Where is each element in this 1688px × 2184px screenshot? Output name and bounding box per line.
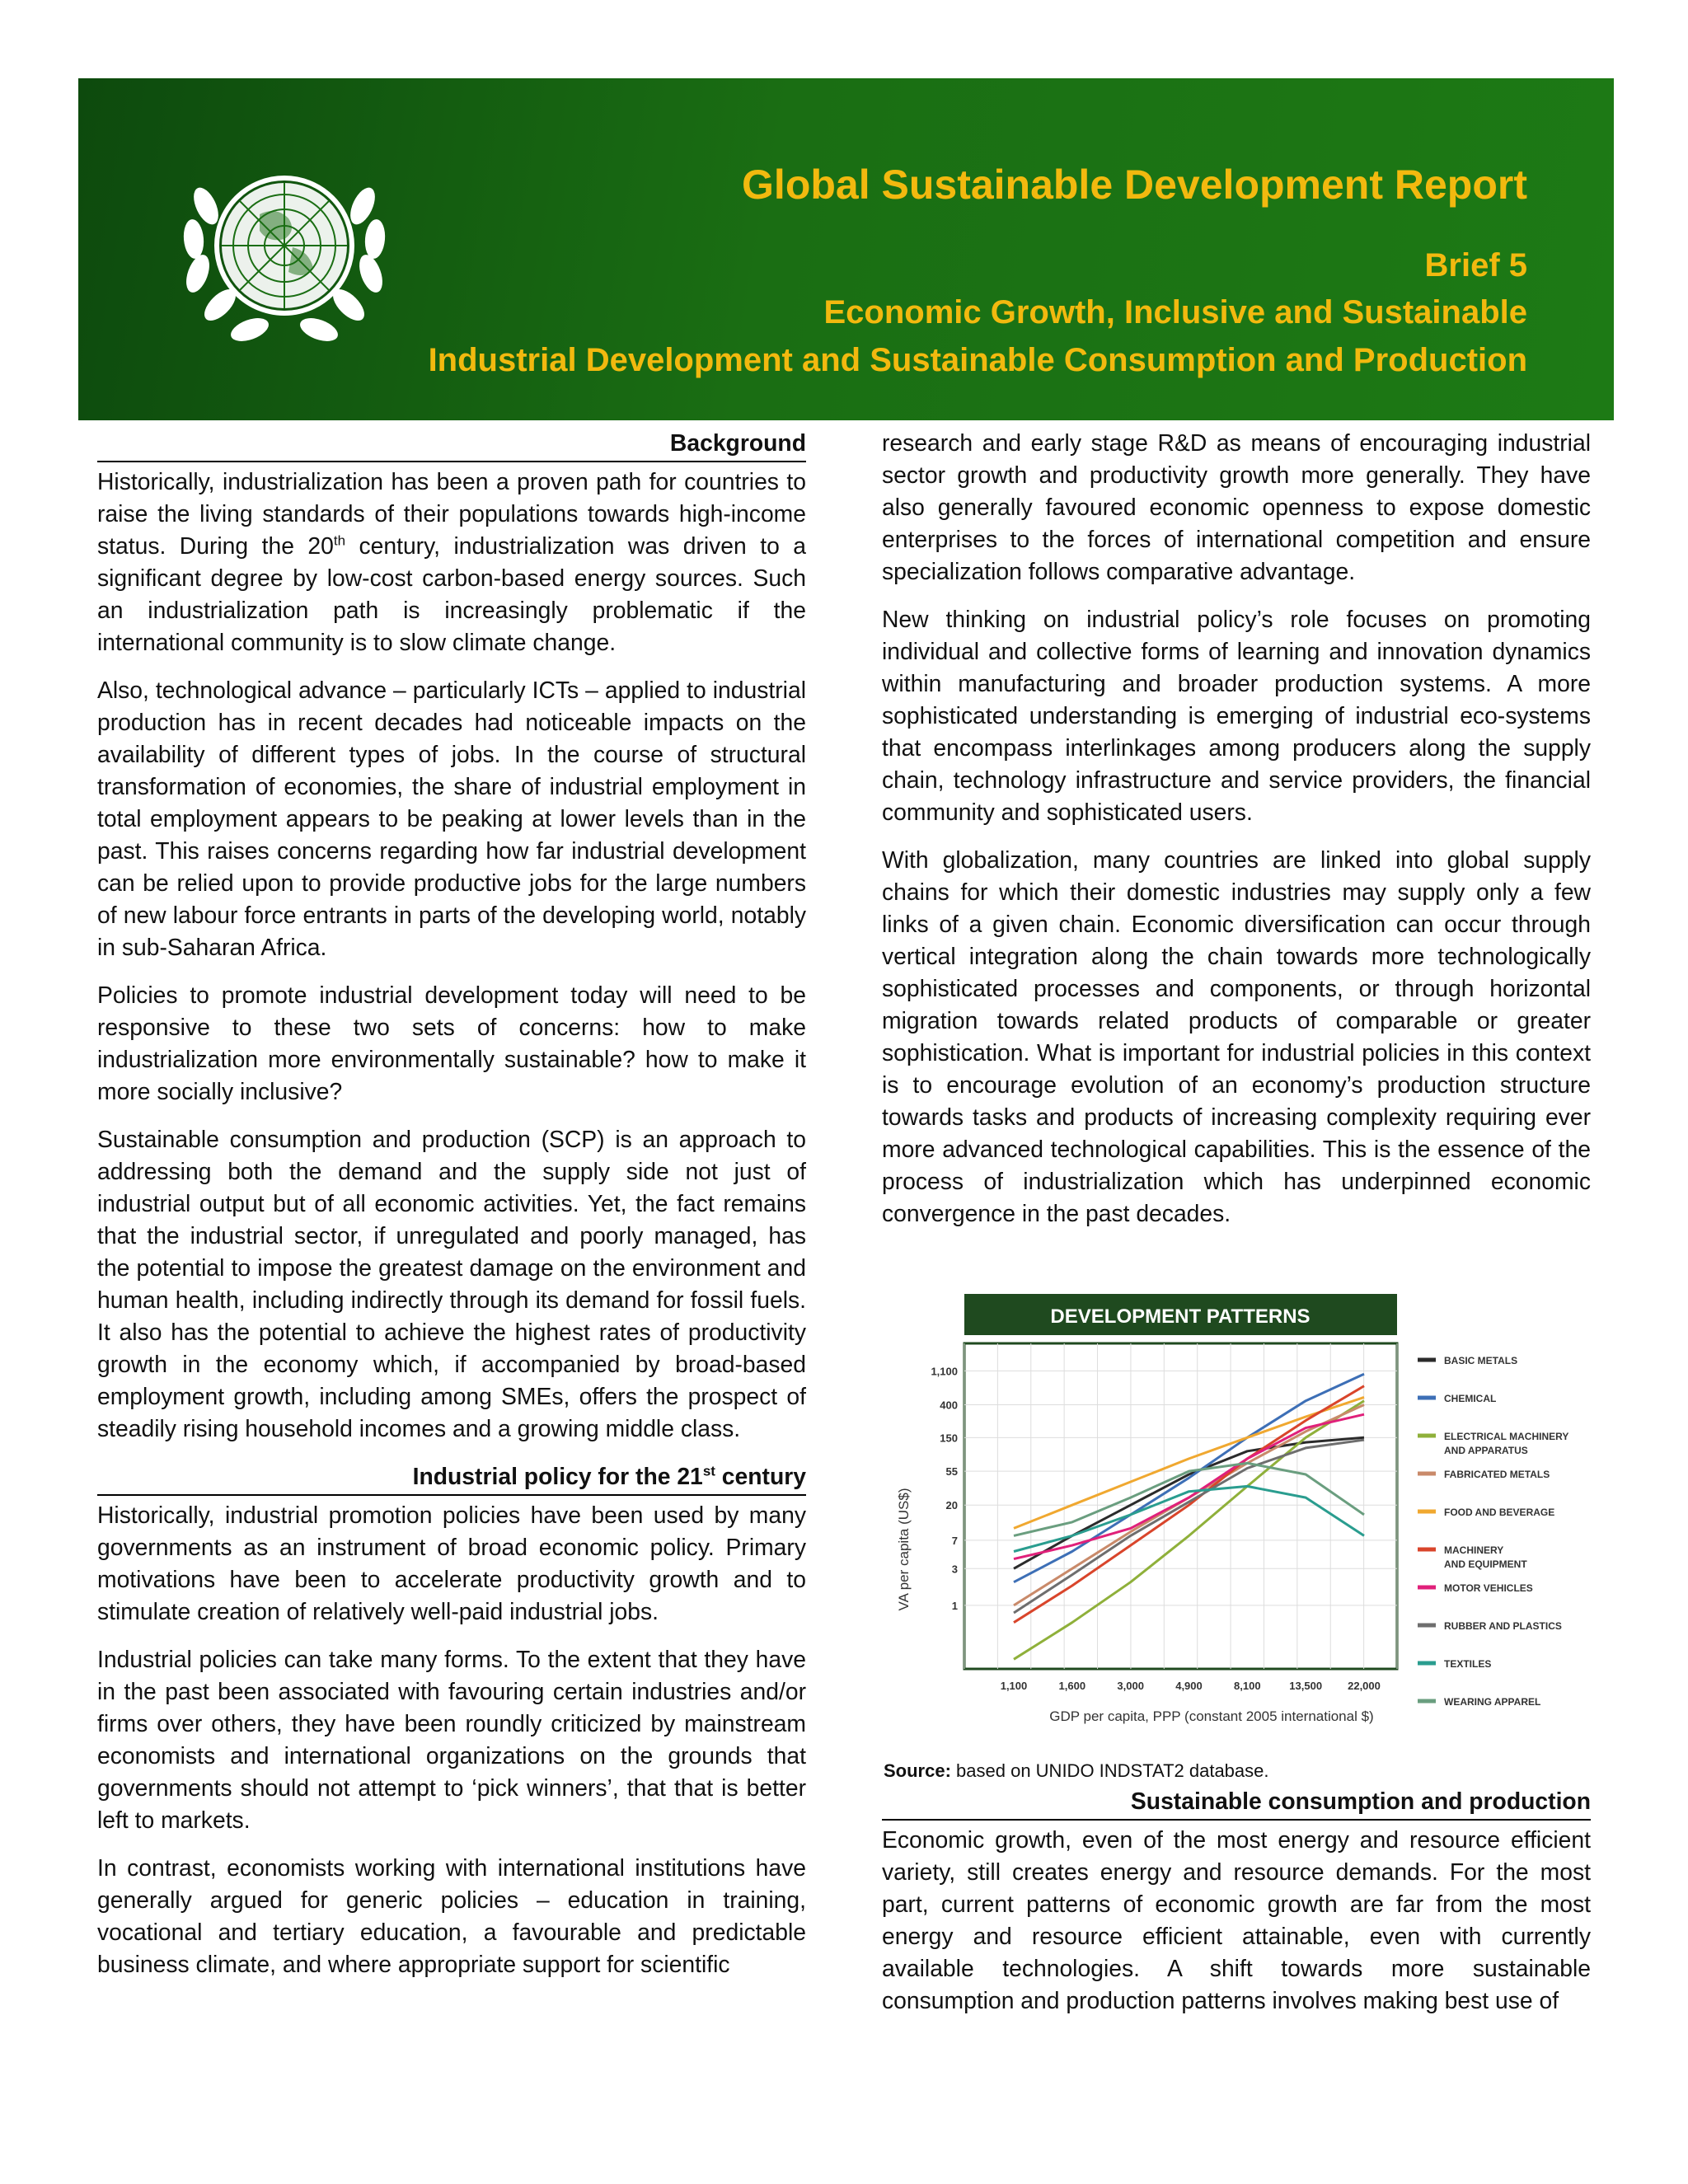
legend-label: CHEMICAL [1444,1393,1497,1404]
x-tick-label: 4,900 [1175,1680,1203,1692]
paragraph: Historically, industrial promotion policies have been used by many governments as an instrument of broad economic policy. Primary motivations have been to accelerate productivity growth and to stimulate creation of relatively well-paid industrial jobs. [97,1502,806,1624]
paragraph: Economic growth, even of the most energy and resource efficient variety, still creates energy and resource demands. For the most part, current patterns of economic growth are far from the most energy and resource efficient attainable, even with currently available technologies. A shift towards more sustainable consumption and production patterns involves making best use of [882,1826,1591,2013]
x-tick-label: 8,100 [1234,1680,1261,1692]
section-heading-industrial-policy: Industrial policy for the 21st century [97,1460,806,1496]
paragraph: Industrial policies can take many forms. To the extent that they have in the past been associated with favouring certain industries and/or firms over others, they have been roundly criticized by mainstream economists and international organizations on the grounds that governments should not attempt to ‘pick winners’, that that is better left to markets. [97,1646,806,1833]
brief-subtitle-line1: Economic Growth, Inclusive and Sustainable [823,294,1527,330]
legend-label: TEXTILES [1444,1658,1492,1670]
paragraph: Also, technological advance – particularly ICTs – applied to industrial production has in recent decades had noticeable impacts on the availability of different types of jobs. In the course of structural transformation of economies, the share of industrial employment in total employment appears to be peaking at lower levels than in the past. This raises concerns regarding how far industrial development can be relied upon to provide productive jobs for the large numbers of new labour force entrants in parts of the developing world, notably in sub-Saharan Africa. [97,677,806,960]
legend-label: FOOD AND BEVERAGE [1444,1507,1555,1518]
chart-title: DEVELOPMENT PATTERNS [1050,1305,1311,1328]
y-tick-label: 20 [945,1499,958,1512]
right-column [882,427,1591,1245]
x-tick-label: 22,000 [1348,1680,1381,1692]
paragraph: research and early stage R&D as means of encouraging industrial sector growth and productivity growth more generally. They have also generally favoured economic openness to expose domestic enterprises to the forces of international competition and ensure specialization follows comparative advantage. [882,429,1591,584]
x-axis-label: GDP per capita, PPP (constant 2005 international $) [1049,1708,1374,1724]
left-column [97,427,806,1996]
header-banner [78,78,1614,420]
legend-label: RUBBER AND PLASTICS [1444,1620,1562,1632]
y-tick-label: 1,100 [931,1365,958,1378]
legend-label: WEARING APPAREL [1444,1696,1541,1708]
paragraph: Historically, industrialization has been a proven path for countries to raise the living standards of their populations towards high-income status. During the 20th century, industrialization was driven to a significant degree by low-cost carbon-based energy sources. Such an industrialization path is increasingly problematic if the international community is to slow climate change. [97,468,806,655]
y-tick-label: 3 [951,1563,958,1576]
un-emblem-icon [161,132,408,367]
brief-subtitle-line2: Industrial Development and Sustainable Consumption and Production [428,342,1527,378]
chart-legend [1418,1355,1568,1708]
x-tick-label: 1,100 [1000,1680,1028,1692]
chart-source: Source: based on UNIDO INDSTAT2 database. [884,1760,1269,1781]
y-tick-label: 150 [940,1432,958,1445]
paragraph: New thinking on industrial policy’s role focuses on promoting individual and collective forms of learning and innovation dynamics within manufacturing and broader production systems. A more sophisticated understanding is emerging of industrial eco-systems that encompass interlinkages among producers along the supply chain, technology infrastructure and service providers, the financial community and sophisticated users. [882,606,1591,825]
legend-label: ELECTRICAL MACHINERY AND APPARATUS [1444,1431,1569,1456]
y-tick-label: 1 [951,1599,958,1612]
section-heading-background: Background [97,427,806,462]
paragraph: Sustainable consumption and production (SCP) is an approach to addressing both the demand and the supply side not just of industrial output but of all economic activities. Yet, the fact remains that the industrial sector, if unregulated and poorly managed, has the potential to impose the greatest damage on the environment and human health, including indirectly through its demand for fossil fuels. It also has the potential to achieve the highest rates of productivity growth in the economy which, if accompanied by broad-based employment growth, including among SMEs, offers the prospect of steadily rising household incomes and a growing middle class. [97,1126,806,1441]
paragraph: Policies to promote industrial development today will need to be responsive to these two sets of concerns: how to make industrialization more environmentally sustainable? how to make it more socially inclusive? [97,982,806,1104]
plot-area [931,1343,1397,1692]
legend-label: FABRICATED METALS [1444,1469,1550,1480]
paragraph: In contrast, economists working with international institutions have generally argued for generic policies – education in training, vocational and tertiary education, a favourable and predictable business climate, and where appropriate support for scientific [97,1854,806,1977]
y-tick-label: 400 [940,1399,958,1412]
x-tick-label: 3,000 [1117,1680,1144,1692]
development-patterns-chart [874,1294,1681,1739]
paragraph: With globalization, many countries are linked into global supply chains for which their domestic industries may supply only a few links of a given chain. Economic diversification can occur through vertical integration along the chain towards more technologically sophisticated processes and components, or through horizontal migration towards related products of comparable or greater sophistication. What is important for industrial policies in this context is to encourage evolution of an economy’s production structure towards tasks and products of increasing complexity requiring ever more advanced technological capabilities. This is the essence of the process of industrialization which has underpinned economic convergence in the past decades. [882,846,1591,1226]
x-tick-label: 1,600 [1058,1680,1086,1692]
y-axis-label: VA per capita (US$) [896,1488,912,1611]
legend-label: MACHINERY AND EQUIPMENT [1444,1544,1527,1570]
legend-label: BASIC METALS [1444,1355,1518,1366]
x-tick-label: 13,500 [1289,1680,1323,1692]
right-column-lower [882,1785,1591,2032]
brief-number: Brief 5 [1424,247,1527,284]
y-tick-label: 55 [945,1465,958,1479]
section-heading-scp: Sustainable consumption and production [882,1785,1591,1821]
y-tick-label: 7 [951,1534,958,1547]
legend-label: MOTOR VEHICLES [1444,1582,1533,1594]
report-title: Global Sustainable Development Report [742,162,1527,208]
